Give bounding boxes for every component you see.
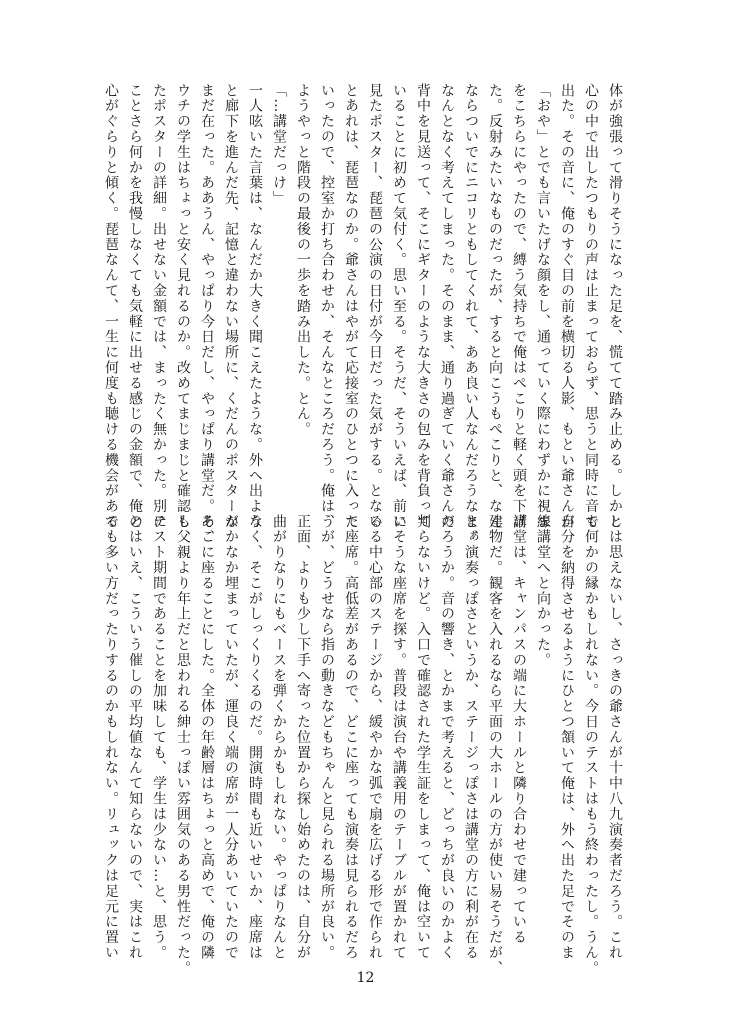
text-column: まだ在った。ああうん、やっぱり今日だし、やっぱり講堂だ。あ、 <box>199 83 215 545</box>
text-column: とは思えないし、さっきの爺さんが十中八九演奏者だろう。これ <box>607 514 623 961</box>
text-column: いそうな座席を探す。普段は演台や講義用のテーブルが置かれて <box>391 514 407 961</box>
text-column: 体が強張って滑りそうになった足を、慌てて踏み止める。しかし <box>607 83 623 530</box>
text-column: 講堂は、キャンパスの端に大ホールと隣り合わせで建っている <box>511 514 527 946</box>
text-column: 「おや」とでも言いたげな顔をし、通っていく際にわずかに視線 <box>535 83 551 530</box>
text-column: テスト期間であることを加味しても、学生は少ない…と、思う。 <box>151 514 167 961</box>
text-column: なかなか埋まっていたが、運良く端の席が一人分あいていたので <box>223 514 239 961</box>
text-column: 背中を見送って、そこにギターのような大きさの包みを背負って <box>415 83 431 530</box>
text-column: だろうか。音の響き、とかまで考えると、どっちが良いのかよく <box>439 514 455 961</box>
text-column: 建物だ。観客を入れるなら平面の大ホールの方が使い易そうだが、 <box>487 514 503 976</box>
text-column: た座席。高低差があるので、どこに座っても演奏は見られるだろ <box>343 514 359 961</box>
text-column: た。反射みたいなものだったが、すると向こうもぺこりと、なん <box>487 83 503 530</box>
text-column: そこに座ることにした。全体の年齢層はちょっと高めで、俺の隣 <box>199 514 215 961</box>
text-column: と廊下を進んだ先、記憶と違わない場所に、くだんのポスターが <box>223 83 239 530</box>
text-column: とはいえ、こういう催しの平均値なんて知らないので、実はこれ <box>127 514 143 961</box>
text-column: 曲がりなりにもベースを弾くからかもしれない。やっぱりなんと <box>271 514 287 961</box>
text-column: 心の中で出したつもりの声は止まっておらず、思うと同時に音で <box>583 83 599 530</box>
text-column: も父親より年上だと思われる紳士っぽい雰囲気のある男性だった。 <box>175 514 191 976</box>
text-column: なんとなく考えてしまった。そのまま、通り過ぎていく爺さんの <box>439 83 455 530</box>
text-column: をこちらにやったので、縛う気持ちで俺はぺこりと軽く頭を下げ <box>511 83 527 530</box>
text-column: 自分を納得させるようにひとつ頷いて俺は、外へ出た足でそのま <box>559 514 575 961</box>
text-column: いることに初めて気付く。思い至る。そうだ、そういえば、前に <box>391 83 407 530</box>
text-column: とあれは、琵琶なのか。爺さんはやがて応接室のひとつに入って <box>343 83 359 530</box>
text-column: ならついでにニコリともしてくれて、ああ良い人なんだろうなと、 <box>463 83 479 545</box>
text-column: 正面、よりも少し下手へ寄った位置から探し始めたのは、自分が <box>295 514 311 961</box>
text-column: 判らないけど。入口で確認された学生証をしまって、俺は空いて <box>415 514 431 961</box>
text-column: 出た。その音に、俺のすぐ目の前を横切る人影、もとい爺さんが <box>559 83 575 530</box>
text-column: いったので、控室か打ち合わせか、そんなところだろう。俺は、 <box>319 83 335 530</box>
page-number: 12 <box>356 970 375 986</box>
text-column: ようやっと階段の最後の一歩を踏み出した。とん。 <box>295 83 311 438</box>
text-column: なく、そこがしっくりくるのだ。開演時間も近いせいか、座席は <box>247 514 263 961</box>
text-column: 一人呟いた言葉は、なんだか大きく聞こえたような。外へ出よう <box>247 83 263 530</box>
text-column: うが、どうせなら指の動きなどもちゃんと見られる場所が良い。 <box>319 514 335 961</box>
text-column: 心がぐらりと傾く。琵琶なんて、一生に何度も聴ける機会がある <box>103 83 119 530</box>
text-column: まぁ演奏っぽさというか、ステージっぽさは講堂の方に利が在る <box>463 514 479 961</box>
text-column: でも多い方だったりするのかもしれない。リュックは足元に置い <box>103 514 119 961</box>
text-column: たポスターの詳細。出せない金額では、まったく無かった。別に <box>151 83 167 530</box>
lower-text-block <box>99 514 627 976</box>
upper-text-block <box>99 83 627 545</box>
text-column: ウチの学生はちょっと安く見れるのか。改めてまじまじと確認し <box>175 83 191 530</box>
text-column: 「…講堂だっけ」 <box>271 83 287 207</box>
text-column: ことさら何かを我慢しなくても気軽に出せる感じの金額で、俺の <box>127 83 143 530</box>
text-column: いる中心部のステージから、緩やかな弧で扇を広げる形で作られ <box>367 514 383 961</box>
text-column: ま講堂へと向かった。 <box>535 514 551 668</box>
text-column: も何かの縁かもしれない。今日のテストはもう終わったし。うん。 <box>583 514 599 976</box>
text-column: 見たポスター、琵琶の公演の日付が今日だった気がする。となる <box>367 83 383 530</box>
